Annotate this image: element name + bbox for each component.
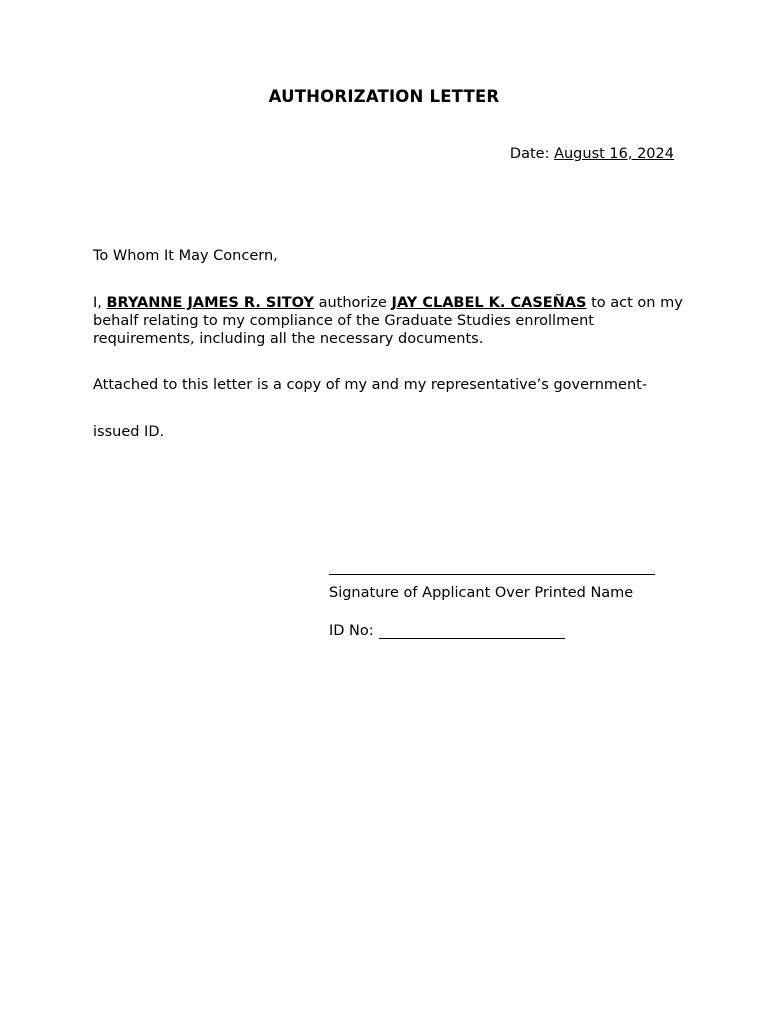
- letter-title: AUTHORIZATION LETTER: [268, 87, 500, 106]
- signature-block: [329, 558, 669, 639]
- para1-middle: authorize: [318, 295, 387, 311]
- date-label: Date:: [509, 146, 550, 162]
- salutation: To Whom It May Concern,: [93, 248, 278, 264]
- id-number-row: [329, 623, 669, 639]
- attachment-paragraph: Attached to this letter is a copy of my and my representative’s government-: [93, 377, 648, 393]
- applicant-name: BRYANNE JAMES R. SITOY: [106, 295, 314, 311]
- id-number-blank: [379, 624, 565, 639]
- signature-caption: Signature of Applicant Over Printed Name: [329, 585, 634, 601]
- date-line: [510, 146, 674, 162]
- authorization-paragraph: [93, 294, 693, 348]
- para1-suffix: to act on my behalf relating to my compliance of the Graduate Studies enrollment requirements, including all the necessary documents.: [93, 295, 683, 347]
- representative-name: JAY CLABEL K. CASEÑAS: [391, 295, 587, 311]
- para1-prefix: I,: [93, 295, 102, 311]
- date-value: August 16, 2024: [554, 146, 674, 162]
- attachment-paragraph-continued: issued ID.: [93, 424, 165, 440]
- id-label: ID No:: [329, 623, 374, 639]
- signature-line: [329, 558, 655, 575]
